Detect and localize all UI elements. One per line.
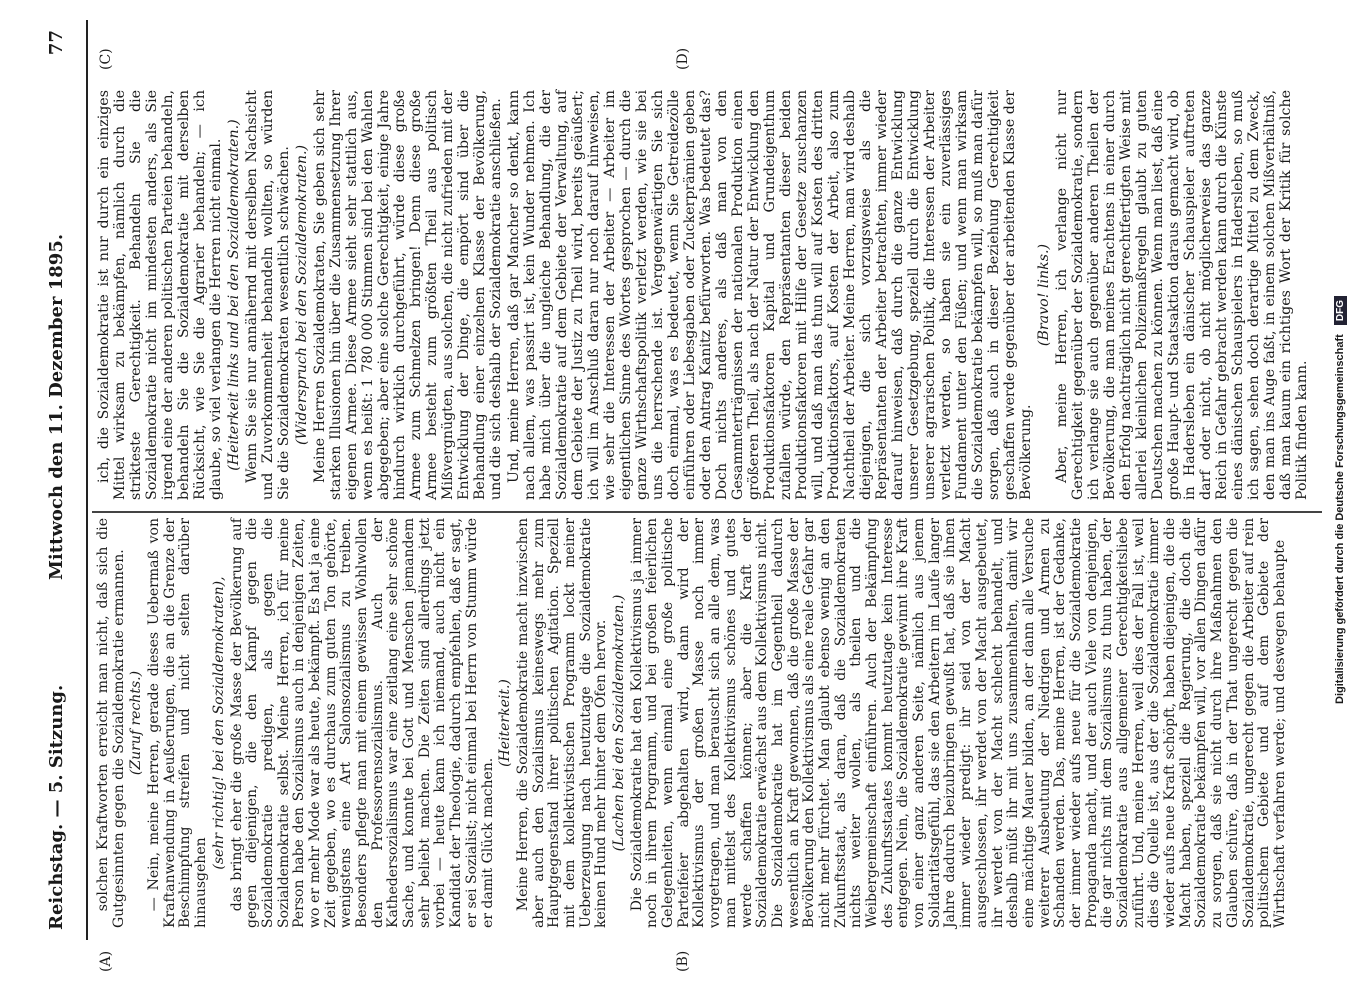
column-rule (92, 511, 1322, 513)
paragraph: Meine Herren Sozialdemokraten, Sie geben sich sehr starken Illusionen hin über die Zusammensetzung Ihrer eigenen Armee. Diese Armee sieht sehr stattlich aus, wenn es heißt: 1 780 000 Stimmen sind bei den Wahlen abgegeben; aber eine solche Gerechtigkeit, einige Jahre hindurch wirklich durchgeführt, würde diese große Armee zum Schmelzen bringen! Denn diese große Armee besteht zum größten Theil aus politisch Mißvergnügten, aus solchen, die nicht zufrieden mit der Entwicklung der Dinge, die empört sind über die Behandlung einer einzelnen Klasse der Bevölkerung, und die sich deshalb der Sozialdemokratie anschließen. (312, 90, 504, 500)
paragraph: (Zuruf rechts.) (128, 670, 145, 776)
paragraph: (Widerspruch bei den Sozialdemokraten.) (294, 144, 310, 446)
header-rule (86, 20, 88, 940)
margin-marker-c: (C) (98, 48, 114, 70)
paragraph: (Heiterkeit.) (497, 679, 514, 767)
margin-marker-d: (D) (675, 47, 691, 70)
paragraph: (Bravo! links.) (1036, 243, 1052, 347)
right-column (96, 90, 1312, 500)
header-date: Mittwoch den 11. Dezember 1895. (46, 233, 67, 580)
margin-marker-a: (A) (98, 950, 114, 972)
paragraph: ich, die Sozialdemokratie ist nur durch ein einziges Mittel wirksam zu bekämpfen, nämlich durch die strikteste Gerechtigkeit. Behandeln Sie die Sozialdemokratie nicht im mindesten anders, als Sie irgend eine der anderen politischen Parteien behandeln, behandeln Sie die Sozialdemokratie mit derselben Rücksicht, wie Sie die Agrarier behandeln; — ich glaube, so viel verlangen die Herren nicht einmal. (96, 90, 224, 500)
paragraph: das bringt eher die große Masse der Bevölkerung auf gegen diejenigen, die den Kampf gegen die Sozialdemokratie predigen, als gegen die Sozialdemokratie selbst. Meine Herren, ich für meine Person habe den Sozialismus auch in denjenigen Zeiten, wo er mehr Mode war als heute, bekämpft. Es hat ja eine Zeit gegeben, wo es durchaus zum guten Ton gehörte, wenigstens eine Art Salonsozialismus zu treiben. Besonders pflegte man mit einem gewissen Wohlwollen den Professorensozialismus. Auch der Kathedersozialismus war eine zeitlang eine sehr schöne Sache, und konnte bei Gott und Menschen jemandem sehr beliebt machen. Die Zeiten sind allerdings jetzt vorbei — heute kann ich niemand, auch nicht ein Kandidat der Theologie, dadurch empfehlen, daß er sagt, er sei Sozialist; nicht einmal bei Herrn von Stumm würde er damit Glück machen. (228, 518, 496, 928)
paragraph: (Heiterkeit links und bei den Sozialdemokraten.) (226, 119, 242, 471)
page-number: 77 (46, 30, 67, 56)
paragraph: Und, meine Herren, daß gar Mancher so denkt, kann nach allem, was passirt ist, kein Wunder nehmen. Ich habe mich über die ungleiche Behandlung, die der Sozialdemokratie auf dem Gebiete der Verwaltung, auf dem Gebiete der Justiz zu Theil wird, bereits geäußert; ich will im Anschluß daran nur noch darauf hinweisen, wie sehr die Interessen der Arbeiter — Arbeiter im eigentlichen Sinne des Wortes gesprochen — durch die ganze Wirthschaftspolitik verletzt werden, wie sie bei uns die herrschende ist. Vergegenwärtigen Sie sich doch einmal, was es bedeutet, wenn Sie Getreidezölle einführen oder Liebesgaben oder Zuckerprämien geben oder den Antrag Kanitz befürworten. Was bedeutet das? Doch nichts anderes, als daß man von den Gesammterträgnissen der nationalen Produktion einen größeren Theil, als nach der Natur der Entwicklung den Produktionsfaktoren Kapital und Grundeigenthum zufallen würde, den Repräsentanten dieser beiden Produktionsfaktoren mit Hilfe der Gesetze zuschanzen will, und daß man das thun will auf Kosten des dritten Produktionsfaktors, auf Kosten der Arbeit, also zum Nachtheil der Arbeiter. Meine Herren, man wird deshalb diejenigen, die sich vorzugsweise als die Repräsentanten der Arbeiter betrachten, immer wieder darauf hinweisen, daß durch die ganze Entwicklung unserer Gesetzgebung, speziell durch die Entwicklung unserer agrarischen Politik, die Interessen der Arbeiter verletzt werden, so haben sie ein zuverlässiges Fundament unter den Füßen; und wenn man wirksam die Sozialdemokratie bekämpfen will, so muß man dafür sorgen, daß auch in dieser Beziehung Gerechtigkeit geschaffen werde gegenüber der arbeitenden Klasse der Bevölkerung. (506, 90, 1034, 500)
header-session: Reichstag. — 5. Sitzung. (46, 684, 67, 930)
paragraph: — Nein, meine Herren, gerade dieses Uebermaß von Kraftanwendung in Aeußerungen, die an die Grenze der Beschimpfung streifen und nicht selten darüber hinausgehen (146, 518, 210, 928)
left-column (96, 518, 1291, 928)
paragraph: Meine Herren, die Sozialdemokratie macht inzwischen aber auch den Sozialismus keineswegs mehr zum Hauptgegenstand ihrer politischen Agitation. Speziell mit dem kollektivistischen Programm lockt meiner Ueberzeugung nach heutzutage die Sozialdemokratie keinen Hund mehr hinter dem Ofen hervor. (514, 518, 610, 928)
paragraph: Aber, meine Herren, ich verlange nicht nur Gerechtigkeit gegenüber der Sozialdemokratie, sondern ich verlange sie auch gegenüber anderen Theilen der Bevölkerung, die man meines Erachtens in einer durch den Erfolg nachträglich nicht gerechtfertigten Weise mit allerlei kleinlichen Polizeimaßregeln glaubt zu guten Deutschen machen zu können. Wenn man liest, daß eine große Haupt- und Staatsaktion daraus gemacht wird, ob in Hadersleben ein dänischer Schauspieler auftreten darf oder nicht, ob nicht möglicherweise das ganze Reich in Gefahr gebracht werden kann durch die Künste eines dänischen Schauspielers in Hadersleben, so muß ich sagen, sehen doch derartige Mittel zu dem Zweck, den man ins Auge faßt, in einem solchen Mißverhältniß, daß man kaum ein richtiges Wort der Kritik für solche Politik finden kann. (1054, 90, 1310, 500)
credit-text: Digitalisierung gefördert durch die Deutsche Forschungsgemeinschaft (1334, 334, 1346, 704)
paragraph: (Lachen bei den Sozialdemokraten.) (611, 594, 627, 852)
margin-marker-b: (B) (675, 950, 691, 972)
dfg-logo: DFG (1334, 296, 1347, 325)
paragraph: Die Sozialdemokratie hat den Kollektivismus ja immer noch in ihrem Programm, und bei großen feierlichen Gelegenheiten, wenn einmal eine große politische Parteifeier abgehalten wird, dann wird der Kollektivismus der großen Masse noch immer vorgetragen, und man berauscht sich an alle dem, was man mittelst des Kollektivismus schönes und gutes werde schaffen können; aber die Kraft der Sozialdemokratie erwächst aus dem Kollektivismus nicht. Die Sozialdemokratie hat im Gegentheil dadurch wesentlich an Kraft gewonnen, daß die große Masse der Bevölkerung den Kollektivismus als eine reale Gefahr gar nicht mehr fürchtet. Man glaubt ebenso wenig an den Zukunftsstaat, als daran, daß die Sozialdemokraten nichts weiter wollen, als theilen und die Weibergemeinschaft einführen. Auch der Bekämpfung des Zukunftsstaates kommt heutzutage kein Interesse entgegen. Nein, die Sozialdemokratie gewinnt ihre Kraft von einer ganz anderen Seite, nämlich aus jenem Solidaritätsgefühl, das sie den Arbeitern im Laufe langer Jahre dadurch beizubringen gewußt hat, daß sie ihnen immer wieder predigt: ihr seid von der Macht ausgeschlossen, ihr werdet von der Macht ausgebeutet, ihr werdet von der Macht schlecht behandelt, und deshalb müßt ihr mit uns zusammenhalten, damit wir eine mächtige Mauer bilden, an der dann alle Versuche weiterer Ausbeutung der Niedrigen und Armen zu Schanden werden. Das, meine Herren, ist der Gedanke, der immer wieder aufs neue für die Sozialdemokratie Propaganda macht, und der auch Viele von denjenigen, die gar nichts mit dem Sozialismus zu thun haben, der Sozialdemokratie aus allgemeiner Gerechtigkeitsliebe zuführt. Und, meine Herren, weil dies der Fall ist, weil dies die Quelle ist, aus der die Sozialdemokratie immer wieder aufs neue Kraft schöpft, haben diejenigen, die die Macht haben, speziell die Regierung, die doch die Sozialdemokratie bekämpfen will, vor allen Dingen dafür zu sorgen, daß sie nicht durch ihre Maßnahmen den Glauben schüre, daß in der That ungerecht gegen die Sozialdemokratie, ungerecht gegen die Arbeiter auf rein politischem Gebiete und auf dem Gebiete der Wirthschaft verfahren werde; und deswegen behaupte (628, 518, 1288, 928)
paragraph: (sehr richtig! bei den Sozialdemokraten), (210, 576, 227, 870)
paragraph: Wenn Sie sie nur annähernd mit derselben Nachsicht und Zuvorkommenheit behandeln wollten, so würden Sie die Sozialdemokraten wesentlich schwächen. (244, 90, 292, 500)
digitization-credit (1334, 0, 1347, 1000)
paragraph: solchen Kraftworten erreicht man nicht, daß sich die Gutgesinnten gegen die Sozialdemokratie ermannen. (95, 518, 127, 928)
page-header (46, 0, 76, 1000)
